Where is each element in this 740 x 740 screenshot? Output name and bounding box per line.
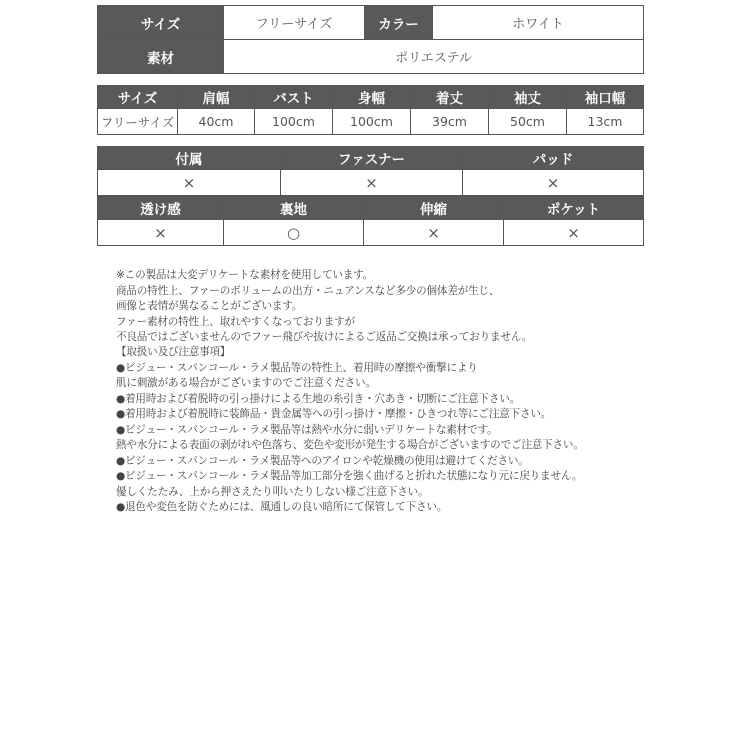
care-title: 【取扱い及び注意事項】	[116, 346, 231, 358]
size-table-cell: 100cm	[333, 109, 411, 135]
care-line: 肌に刺激がある場合がございますのでご注意ください。	[116, 377, 376, 389]
material-label: 素材	[98, 40, 224, 74]
table-row	[98, 109, 644, 135]
size-table-cell: 13cm	[567, 109, 644, 135]
basic-info-table	[97, 5, 644, 74]
care-line: ●退色や変色を防ぐためには、風通しの良い暗所にて保管して下さい。	[116, 501, 448, 513]
features-1-value-row	[98, 170, 644, 196]
feature-header-accessory: 付属	[98, 147, 281, 170]
care-line: ●ビジュー・スパンコール・ラメ製品等加工部分を強く曲げると折れた状態になり元に戻りません。	[116, 470, 583, 482]
features-table-2	[97, 196, 644, 246]
size-table-cell: 50cm	[489, 109, 567, 135]
feature-value-sheerness: ×	[98, 220, 224, 246]
basic-info-row-size-color	[98, 6, 644, 40]
care-line: ●ビジュー・スパンコール・ラメ製品等は熱や水分に弱いデリケートな素材です。	[116, 423, 498, 436]
feature-header-stretch: 伸縮	[364, 197, 504, 220]
feature-value-zipper: ×	[281, 170, 463, 196]
features-table-1	[97, 146, 644, 196]
size-table-header: 着丈	[411, 86, 489, 109]
basic-info-row-material	[98, 40, 644, 74]
features-2-header-row	[98, 197, 644, 220]
size-table-header: バスト	[255, 86, 333, 109]
size-table-header-row	[98, 86, 644, 109]
size-table-header: 身幅	[333, 86, 411, 109]
care-line: ●着用時および着脱時の引っ掛けによる生地の糸引き・穴あき・切断にご注意下さい。	[116, 392, 521, 405]
feature-value-accessory: ×	[98, 170, 281, 196]
note-line: 商品の特性上、ファーのボリュームの出方・ニュアンスなど多少の個体差が生じ、	[116, 284, 500, 297]
note-line: 不良品ではございませんのでファー飛びや抜けによるご返品ご交換は承っておりません。	[116, 331, 533, 343]
features-2-value-row	[98, 220, 644, 246]
feature-header-lining: 裏地	[224, 197, 364, 220]
note-line: 画像と表情が異なることがございます。	[116, 300, 303, 312]
feature-header-sheerness: 透け感	[98, 197, 224, 220]
feature-header-pocket: ポケット	[504, 197, 644, 220]
material-value: ポリエステル	[224, 40, 644, 74]
feature-value-stretch: ×	[364, 220, 504, 246]
feature-value-lining: ○	[224, 220, 364, 246]
color-label: カラー	[365, 6, 433, 40]
care-line: ●ビジュー・スパンコール・ラメ製品等へのアイロンや乾燥機の使用は避けてください。	[116, 454, 529, 467]
care-line: 熱や水分による表面の剥がれや色落ち、変色や変形が発生する場合がございますのでご注意下さい。	[116, 439, 584, 451]
size-table-header: サイズ	[98, 86, 178, 109]
size-label: サイズ	[98, 6, 224, 40]
features-1-header-row	[98, 147, 644, 170]
size-table-cell: 40cm	[178, 109, 255, 135]
size-table-cell: フリーサイズ	[98, 109, 178, 135]
size-table-header: 袖口幅	[567, 86, 644, 109]
size-table-header: 袖丈	[489, 86, 567, 109]
note-line: ※この製品は大変デリケートな素材を使用しています。	[116, 269, 374, 281]
size-table	[97, 85, 644, 135]
size-table-cell: 100cm	[255, 109, 333, 135]
feature-value-pocket: ×	[504, 220, 644, 246]
color-value: ホワイト	[433, 6, 644, 40]
feature-header-zipper: ファスナー	[281, 147, 463, 170]
care-line: ●着用時および着脱時に装飾品・貴金属等への引っ掛け・摩擦・ひきつれ等にご注意下さい。	[116, 408, 552, 420]
feature-value-pad: ×	[463, 170, 644, 196]
size-table-cell: 39cm	[411, 109, 489, 135]
care-notes	[116, 345, 656, 516]
product-notes	[116, 268, 656, 346]
feature-header-pad: パッド	[463, 147, 644, 170]
care-line: 優しくたたみ、上から押さえたり叩いたりしない様ご注意下さい。	[116, 485, 429, 498]
note-line: ファー素材の特性上、取れやすくなっておりますが	[116, 315, 355, 328]
size-value: フリーサイズ	[224, 6, 365, 40]
care-line: ●ビジュー・スパンコール・ラメ製品等の特性上、着用時の摩擦や衝撃により	[116, 361, 478, 374]
size-table-header: 肩幅	[178, 86, 255, 109]
